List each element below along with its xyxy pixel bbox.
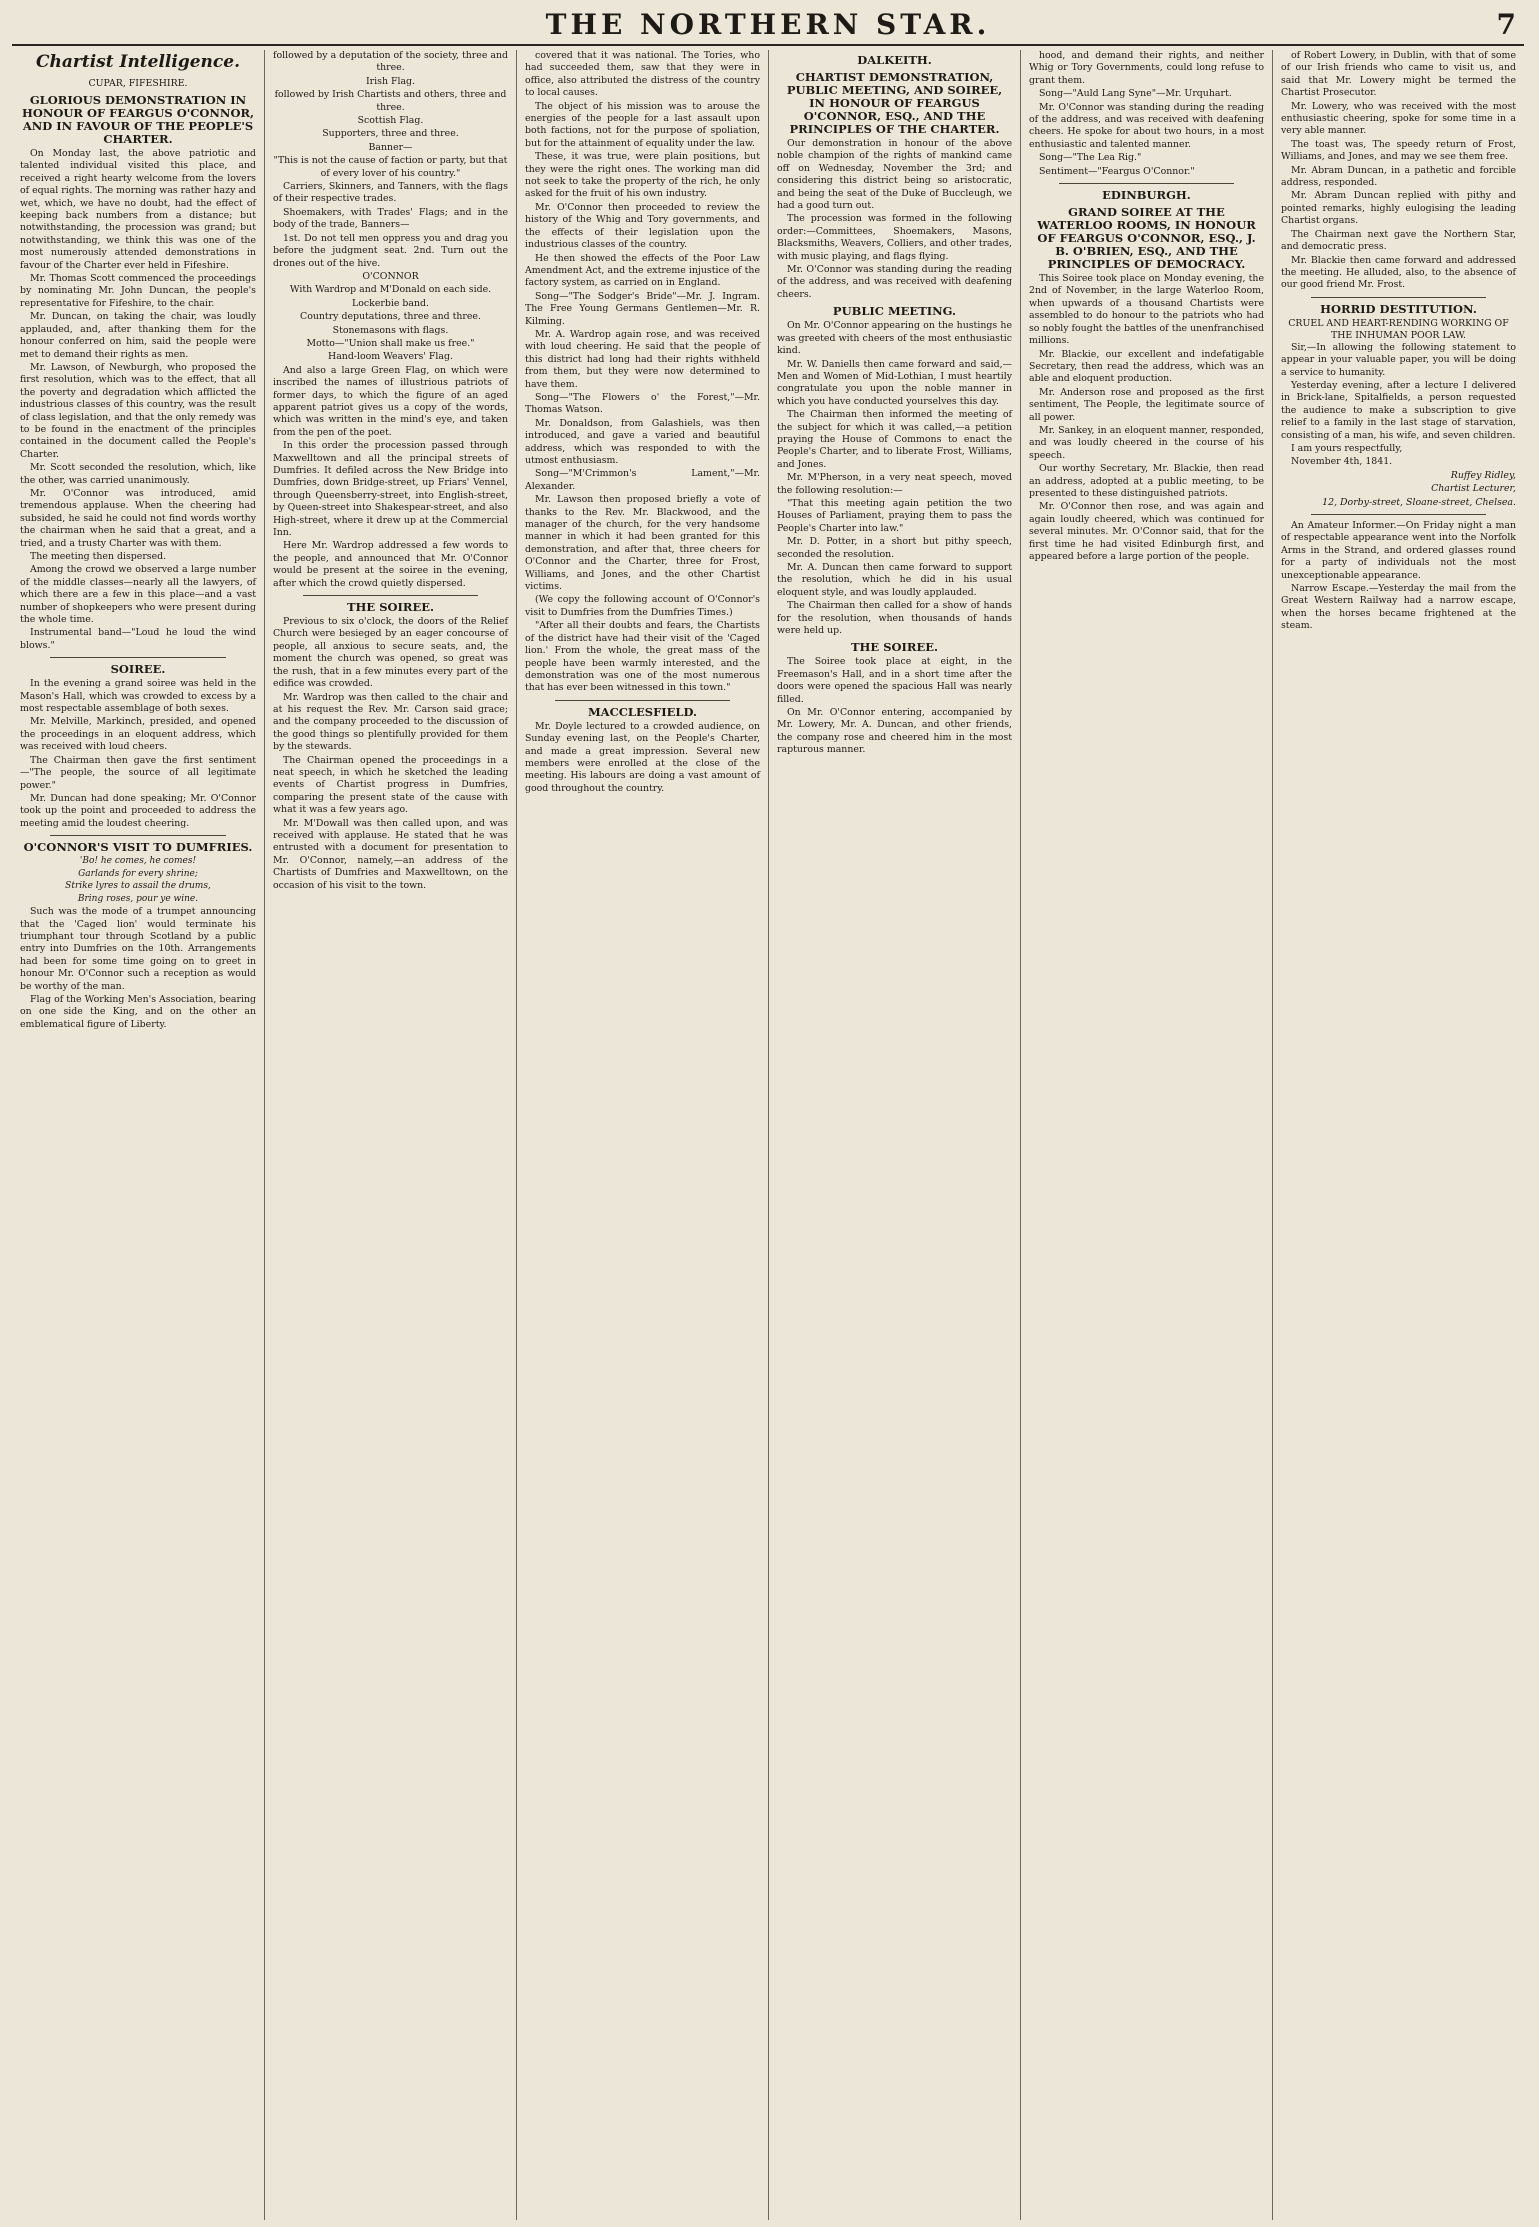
procession-line: O'CONNOR <box>362 270 419 282</box>
procession-line: With Wardrop and M'Donald on each side. <box>289 284 492 296</box>
story-place: CUPAR, FIFESHIRE. <box>88 78 188 89</box>
paragraph: Mr. Blackie then came forward and addressed the meeting. He alluded, also, to the absence of our good friend Mr. Frost. <box>1281 254 1516 291</box>
story-headline: GRAND SOIREE AT THE WATERLOO ROOMS, IN HONOUR OF FEARGUS O'CONNOR, ESQ., J. B. O'BRIEN, ESQ., AND THE PRINCIPLES OF DEMOCRACY. <box>1037 205 1256 272</box>
story-title: HORRID DESTITUTION. <box>1320 301 1477 316</box>
paragraph: Mr. O'Connor was standing during the reading of the address, and was received with deafening cheers. He spoke for about two hours, in a most enthusiastic and talented manner. <box>1029 101 1264 150</box>
story-body <box>1281 50 1516 292</box>
verse <box>20 856 256 905</box>
procession-line: followed by Irish Chartists and others, three and three. <box>274 89 507 113</box>
paragraph: The toast was, The speedy return of Frost, Williams, and Jones, and may we see them free. <box>1281 138 1516 163</box>
paragraph: Among the crowd we observed a large number of the middle classes—nearly all the lawyers, of which there are a few in this place—and a vast number of shopkeepers who were present during the whole time. <box>20 564 256 626</box>
divider <box>1311 514 1486 515</box>
story-body <box>1029 50 1264 178</box>
story-title: DALKEITH. <box>857 53 932 67</box>
paragraph: Song—"The Flowers o' the Forest,"—Mr. Thomas Watson. <box>525 391 760 416</box>
story-body <box>1281 520 1516 633</box>
procession-line: Banner— <box>368 141 413 153</box>
paragraph: And also a large Green Flag, on which were inscribed the names of illustrious patriots of former days, to which the figure of an aged apparent patriot gives us a copy of the words, which was written in the mind's eye, and taken from the pen of the poet. <box>273 364 508 438</box>
paragraph: Song—"M'Crimmon's Lament,"—Mr. Alexander. <box>525 468 760 492</box>
masthead <box>12 0 1524 46</box>
story-body <box>1029 273 1264 563</box>
paragraph: The Chairman opened the proceedings in a neat speech, in which he sketched the leading events of Chartist progress in Dumfries, comparing the present state of the cause with what it was a few years ago. <box>273 754 508 816</box>
paragraph: Mr. Anderson rose and proposed as the first sentiment, The People, the legitimate source of all power. <box>1029 386 1264 423</box>
story-body <box>1281 342 1516 469</box>
signature-line: Ruffey Ridley, <box>1450 469 1516 481</box>
story-body <box>20 148 256 652</box>
columns <box>12 50 1524 2220</box>
column-1 <box>12 50 264 2220</box>
procession-line: Scottish Flag. <box>357 115 424 127</box>
story-title: THE SOIREE. <box>851 640 938 655</box>
signature-line: 12, Dorby-street, Sloane-street, Chelsea. <box>1322 496 1516 508</box>
story-title: MACCLESFIELD. <box>587 704 698 719</box>
paragraph: Mr. Thomas Scott commenced the proceedings by nominating Mr. John Duncan, the people's representative for Fifeshire, to the chair. <box>20 273 256 309</box>
procession-line: Motto—"Union shall make us free." <box>306 337 475 349</box>
divider <box>50 657 226 658</box>
story-body <box>525 721 760 795</box>
paragraph: Carriers, Skinners, and Tanners, with the flags of their respective trades. <box>273 181 508 205</box>
divider <box>1059 183 1234 184</box>
paragraph: Mr. M'Pherson, in a very neat speech, moved the following resolution:— <box>777 472 1012 496</box>
paragraph: On Monday last, the above patriotic and talented individual visited this place, and received a right hearty welcome from the lovers of equal rights. The morning was rather hazy and wet, which, we have no doubt, had the effect of keeping back numbers from a distance; but notwithstanding, the procession was grand; but notwithstanding, we think this was one of the most numerously attended demonstrations in favour of the Charter ever held in Fifeshire. <box>20 148 256 271</box>
procession-line: Stonemasons with flags. <box>332 324 449 336</box>
paragraph: The Chairman then called for a show of hands for the resolution, when thousands of hands were held up. <box>777 600 1012 637</box>
story-title: SOIREE. <box>110 662 166 677</box>
paragraph: Previous to six o'clock, the doors of the Relief Church were besieged by an eager concourse of people, all anxious to secure seats, and, the moment the church was opened, so great was the rush, that in a few minutes every part of the edifice was crowded. <box>273 616 508 690</box>
procession-line: Supporters, three and three. <box>322 128 459 140</box>
section-heading: Chartist Intelligence. <box>35 52 241 72</box>
paragraph: The Chairman then gave the first sentiment—"The people, the source of all legitimate power." <box>20 754 256 791</box>
story-title: THE SOIREE. <box>347 600 434 615</box>
story-headline: CRUEL AND HEART-RENDING WORKING OF THE INHUMAN POOR LAW. <box>1288 317 1509 341</box>
story-body <box>273 616 508 892</box>
paragraph: (We copy the following account of O'Connor's visit to Dumfries from the Dumfries Times.) <box>525 594 760 618</box>
newspaper-title: THE NORTHERN STAR. <box>545 8 991 41</box>
procession-line: Lockerbie band. <box>352 297 429 309</box>
paragraph: covered that it was national. The Tories, who had succeeded them, saw that they were in office, also attributed the distress of the country to local causes. <box>525 50 760 99</box>
paragraph: Our worthy Secretary, Mr. Blackie, then read an address, adopted at a public meeting, to be presented to these distinguished patriots. <box>1029 463 1264 499</box>
paragraph: The meeting then dispersed. <box>30 551 167 562</box>
paragraph: Mr. O'Connor was standing during the reading of the address, and was received with deafening cheers. <box>777 264 1012 300</box>
paragraph: of Robert Lowery, in Dublin, with that of some of our Irish friends who came to visit us, and said that Mr. Lowery might be termed the Chartist Prosecutor. <box>1281 50 1516 99</box>
paragraph: Mr. Blackie, our excellent and indefatigable Secretary, then read the address, which was an able and eloquent production. <box>1029 348 1264 385</box>
paragraph: Sir,—In allowing the following statement to appear in your valuable paper, you will be doing a service to humanity. <box>1281 341 1516 378</box>
story-body <box>20 906 256 1031</box>
column-4 <box>768 50 1020 2220</box>
story-body <box>525 50 760 695</box>
paragraph: Yesterday evening, after a lecture I delivered in Brick-lane, Spitalfields, a person requested the audience to make a subscription to give relief to a family in the last stage of starvation, consisting of a man, his wife, and seven children. <box>1281 379 1516 441</box>
paragraph: 1st. Do not tell men oppress you and drag you before the judgment seat. 2nd. Turn out the drones out of the hive. <box>273 232 508 269</box>
divider <box>555 700 730 701</box>
column-3 <box>516 50 768 2220</box>
paragraph: These, it was true, were plain positions, but they were the right ones. The working man did not seek to take the property of the rich, he only asked for the fruit of his own industry. <box>525 151 760 200</box>
paragraph: Mr. A. Duncan then came forward to support the resolution, which he did in his usual eloquent style, and was loudly applauded. <box>777 562 1012 598</box>
paragraph: Mr. Duncan had done speaking; Mr. O'Connor took up the point and proceeded to address the meeting amid the loudest cheering. <box>20 792 256 829</box>
story-headline: GLORIOUS DEMONSTRATION IN HONOUR OF FEARGUS O'CONNOR, AND IN FAVOUR OF THE PEOPLE'S CHARTER. <box>21 93 255 146</box>
paragraph: Sentiment—"Feargus O'Connor." <box>1039 165 1195 177</box>
paragraph: Mr. Lowery, who was received with the most enthusiastic cheering, spoke for some time in a very able manner. <box>1281 100 1516 137</box>
paragraph: Our demonstration in honour of the above noble champion of the rights of mankind came off on Wednesday, November the 3rd; and considering this district being so aristocratic, and being the seat of the Duke of Buccleugh, we had a good turn out. <box>777 138 1012 212</box>
paragraph: Narrow Escape.—Yesterday the mail from the Great Western Railway had a narrow escape, when the horses became frightened at the steam. <box>1281 583 1516 632</box>
paragraph: Mr. D. Potter, in a short but pithy speech, seconded the resolution. <box>777 536 1012 560</box>
paragraph: On Mr. O'Connor appearing on the hustings he was greeted with cheers of the most enthusiastic kind. <box>777 320 1012 357</box>
paragraph: Shoemakers, with Trades' Flags; and in the body of the trade, Banners— <box>273 206 508 231</box>
story-title: EDINBURGH. <box>1102 188 1191 203</box>
story-body <box>273 365 508 590</box>
procession-line: Irish Flag. <box>365 75 416 87</box>
signature <box>1281 470 1516 509</box>
paragraph: Instrumental band—"Loud he loud the wind blows." <box>20 627 256 651</box>
paragraph: Mr. Sankey, in an eloquent manner, responded, and was loudly cheered in the course of his speech. <box>1029 424 1264 461</box>
paragraph: Mr. Abram Duncan, in a pathetic and forcible address, responded. <box>1281 164 1516 189</box>
procession-list <box>273 50 508 180</box>
paragraph: November 4th, 1841. <box>1291 456 1393 468</box>
paragraph: Mr. Lawson then proposed briefly a vote of thanks to the Rev. Mr. Blackwood, and the manager of the church, for the very handsome manner in which it had been granted for this demonstration, and after that, three cheers for O'Connor and the Charter, three for Frost, Williams, and Jones, and the other Chartist victims. <box>525 494 760 593</box>
paragraph: An Amateur Informer.—On Friday night a man of respectable appearance went into the Norfolk Arms in the Strand, and ordered glasses round for a party of individuals not the most unexceptionable appearance. <box>1281 520 1516 581</box>
paragraph: Mr. Doyle lectured to a crowded audience, on Sunday evening last, on the People's Charter, and made a great impression. Several new members were enrolled at the close of the meeting. His labours are doing a vast amount of good throughout the country. <box>525 720 760 794</box>
column-6 <box>1272 50 1524 2220</box>
paragraph: Mr. Scott seconded the resolution, which, like the other, was carried unanimously. <box>20 462 256 486</box>
paragraph: Song—"The Lea Rig." <box>1039 152 1142 164</box>
paragraph: Mr. Duncan, on taking the chair, was loudly applauded, and, after thanking them for the honour conferred on him, said the people were met to demand their rights as men. <box>20 311 256 360</box>
paragraph: Mr. Donaldson, from Galashiels, was then introduced, and gave a varied and beautiful address, which was responded to with the utmost enthusiasm. <box>525 417 760 466</box>
story-body <box>273 181 508 270</box>
story-body <box>777 656 1012 756</box>
paragraph: In the evening a grand soiree was held in the Mason's Hall, which was crowded to excess by a most respectable assemblage of both sexes. <box>20 678 256 715</box>
procession-line: followed by a deputation of the society, three and three. <box>273 50 508 74</box>
column-2 <box>264 50 516 2220</box>
page-number: 7 <box>1496 8 1516 41</box>
story-body <box>777 138 1012 301</box>
paragraph: Mr. Lawson, of Newburgh, who proposed the first resolution, which was to the effect, that all the poverty and degradation which afflicted the industrious classes of this country, was the result of class legislation, and that the only remedy was to be found in the enactment of the principles contained in the document called the People's Charter. <box>20 361 256 460</box>
column-5 <box>1020 50 1272 2220</box>
paragraph: The Chairman then informed the meeting of the subject for which it was called,—a petition praying the House of Commons to enact the People's Charter, and to liberate Frost, Williams, and Jones. <box>777 409 1012 470</box>
paragraph: Here Mr. Wardrop addressed a few words to the people, and announced that Mr. O'Connor would be present at the soiree in the evening, after which the crowd quietly dispersed. <box>273 540 508 589</box>
paragraph: The Soiree took place at eight, in the Freemason's Hall, and in a short time after the doors were opened the spacious Hall was nearly filled. <box>777 656 1012 705</box>
paragraph: The Chairman next gave the Northern Star, and democratic press. <box>1281 228 1516 253</box>
paragraph: Mr. A. Wardrop again rose, and was received with loud cheering. He said that the people of this district had long had their rights withheld from them, but they were now determined to have them. <box>525 328 760 390</box>
paragraph: The procession was formed in the following order:—Committees, Shoemakers, Masons, Blacksmiths, Weavers, Colliers, and other trades, with music playing, and flags flying. <box>777 213 1012 262</box>
paragraph: The object of his mission was to arouse the energies of the people for a last assault upon both factions, not for the purpose of spoliation, but for the attainment of equality under the law. <box>525 100 760 149</box>
story-title: O'CONNOR'S VISIT TO DUMFRIES. <box>23 840 253 855</box>
divider <box>50 835 226 836</box>
paragraph: Song—"The Sodger's Bride"—Mr. J. Ingram. The Free Young Germans Gentlemen—Mr. R. Kilming. <box>525 290 760 327</box>
paragraph: "After all their doubts and fears, the Chartists of the district have had their visit of the 'Caged lion.' From the whole, the great mass of the people have been warmly interested, and the demonstration was one of the most numerous that has ever been witnessed in this town." <box>525 620 760 694</box>
paragraph: Such was the mode of a trumpet announcing that the 'Caged lion' would terminate his triumphant tour through Scotland by a public entry into Dumfries on the 10th. Arrangements had been for some time going on to greet in honour Mr. O'Connor such a reception as would be worthy of the man. <box>20 906 256 992</box>
verse-line: Bring roses, pour ye wine. <box>77 893 199 904</box>
paragraph: "That this meeting again petition the two Houses of Parliament, praying them to pass the People's Charter into law." <box>777 497 1012 534</box>
story-title: PUBLIC MEETING. <box>832 304 957 319</box>
procession-list <box>273 271 508 364</box>
divider <box>1311 297 1486 298</box>
verse-line: Strike lyres to assail the drums, <box>65 881 211 892</box>
paragraph: On Mr. O'Connor entering, accompanied by Mr. Lowery, Mr. A. Duncan, and other friends, the company rose and cheered him in the most rapturous manner. <box>777 707 1012 756</box>
paragraph: Flag of the Working Men's Association, bearing on one side the King, and on the other an emblematical figure of Liberty. <box>20 993 256 1030</box>
paragraph: In this order the procession passed through Maxwelltown and all the principal streets of Dumfries. It defiled across the New Bridge into Dumfries, down Bridge-street, up Friars' Vennel, through Queensberry-street, into English-street, by Queen-street into Shakespear-street, and also High-street, where it drew up at the Commercial Inn. <box>273 440 508 539</box>
paragraph: Mr. O'Connor then rose, and was again and again loudly cheered, which was continued for several minutes. Mr. O'Connor said, that for the first time he had visited Edinburgh first, and appeared before a large portion of the people. <box>1029 501 1264 562</box>
story-body <box>20 678 256 830</box>
signature-line: Chartist Lecturer, <box>1431 483 1516 495</box>
paragraph: He then showed the effects of the Poor Law Amendment Act, and the extreme injustice of the factory system, as carried on in England. <box>525 252 760 289</box>
procession-line: Hand-loom Weavers' Flag. <box>328 351 453 363</box>
paragraph: I am yours respectfully, <box>1291 442 1403 454</box>
paragraph: Mr. W. Daniells then came forward and said,—Men and Women of Mid-Lothian, I must heartily congratulate you upon the noble manner in which you have conducted yourselves this day. <box>777 358 1012 407</box>
verse-line: 'Bo! he comes, he comes! <box>79 856 197 867</box>
divider <box>303 595 478 596</box>
story-body <box>777 320 1012 637</box>
story-headline: CHARTIST DEMONSTRATION, PUBLIC MEETING, AND SOIREE, IN HONOUR OF FEARGUS O'CONNOR, ESQ., AND THE PRINCIPLES OF THE CHARTER. <box>786 70 1003 136</box>
paragraph: Song—"Auld Lang Syne"—Mr. Urquhart. <box>1039 88 1232 100</box>
paragraph: hood, and demand their rights, and neither Whig or Tory Governments, could long refuse to grant them. <box>1029 50 1264 86</box>
paragraph: Mr. Wardrop was then called to the chair and at his request the Rev. Mr. Carson said grace; and the company proceeded to the discussion of the good things so plentifully provided for them by the stewards. <box>273 691 508 753</box>
paragraph: This Soiree took place on Monday evening, the 2nd of November, in the large Waterloo Room, when upwards of a thousand Chartists were assembled to do honour to the patriots who had so nobly fought the battles of the unenfranchised millions. <box>1029 273 1264 347</box>
procession-line: Country deputations, three and three. <box>300 311 481 323</box>
procession-line: "This is not the cause of faction or party, but that of every lover of his country." <box>273 155 508 179</box>
paragraph: Mr. M'Dowall was then called upon, and was received with applause. He stated that he was entrusted with a document for presentation to Mr. O'Connor, namely,—an address of the Chartists of Dumfries and Maxwelltown, on the occasion of his visit to the town. <box>273 817 508 891</box>
verse-line: Garlands for every shrine; <box>78 868 198 879</box>
paragraph: Mr. O'Connor was introduced, amid tremendous applause. When the cheering had subsided, he said he could not find words worthy the chairman when he said that a great, and a tried, and a trusty Charter was with them. <box>20 487 256 549</box>
paragraph: Mr. Melville, Markinch, presided, and opened the proceedings in an eloquent address, which was received with loud cheers. <box>20 716 256 753</box>
paragraph: Mr. O'Connor then proceeded to review the history of the Whig and Tory governments, and the effects of their legislation upon the industrious classes of the country. <box>525 201 760 251</box>
paragraph: Mr. Abram Duncan replied with pithy and pointed remarks, highly eulogising the leading Chartist organs. <box>1281 190 1516 227</box>
